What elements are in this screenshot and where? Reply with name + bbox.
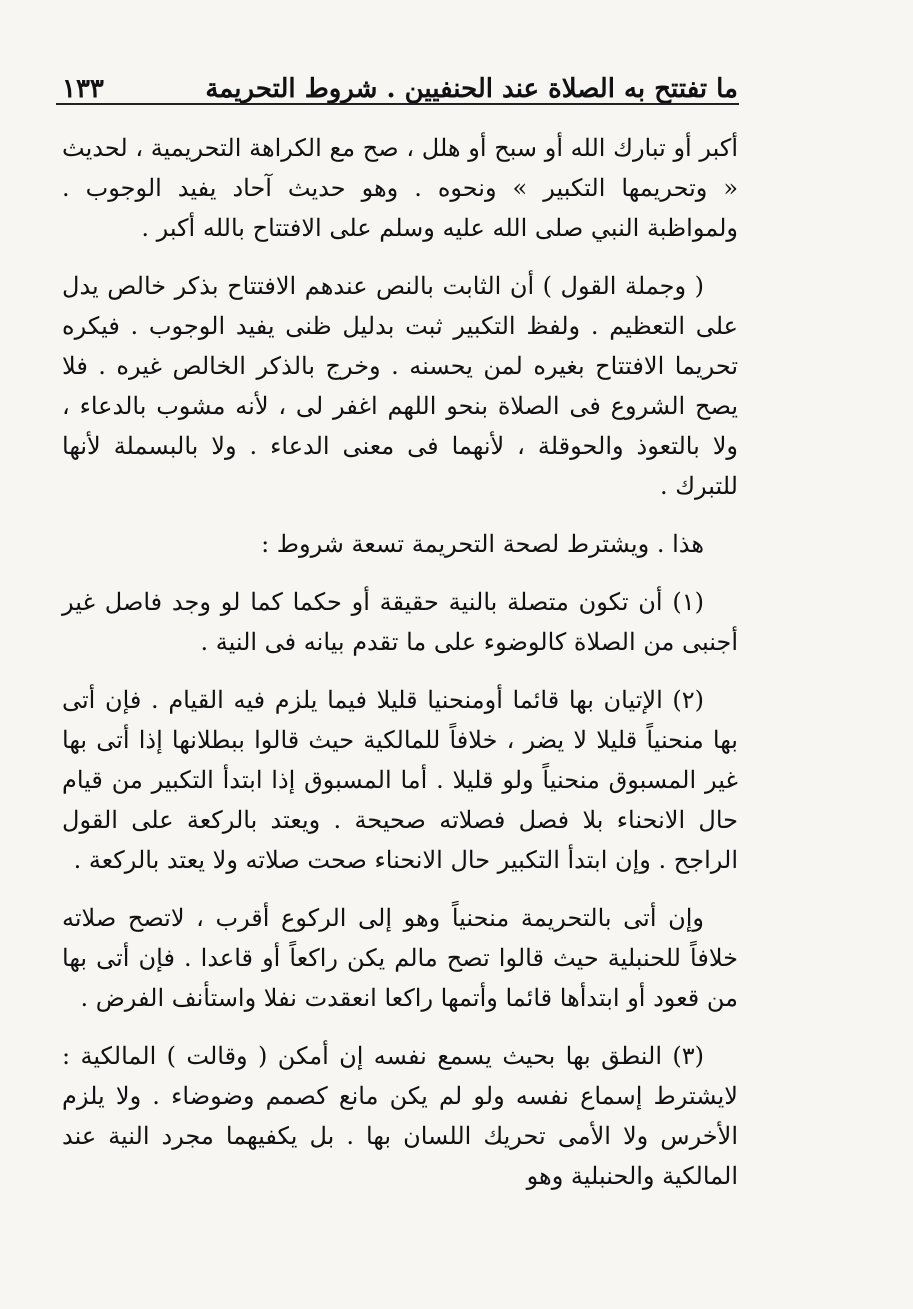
header-rule	[56, 103, 739, 105]
running-title: ما تفتتح به الصلاة عند الحنفيين . شروط التحريمة	[205, 74, 738, 104]
body-text	[62, 128, 738, 1196]
paragraph-condition-1: (١) أن تكون متصلة بالنية حقيقة أو حكما كما لو وجد فاصل غير أجنبى من الصلاة كالوضوء على ما تقدم بيانه فى النية .	[62, 588, 738, 656]
page-number: ١٣٣	[62, 74, 104, 104]
paragraph-conditions-intro: هذا . ويشترط لصحة التحريمة تسعة شروط :	[261, 530, 704, 558]
paragraph-condition-3: (٣) النطق بها بحيث يسمع نفسه إن أمكن ( وقالت ) المالكية : لايشترط إسماع نفسه ولو لم يكن مانع كصمم وضوضاء . ولا يلزم الأخرس ولا الأمى تحريك اللسان بها . بل يكفيهما مجرد النية عند المالكية والحنبلية وهو	[62, 1042, 739, 1190]
page-header	[62, 52, 738, 102]
paragraph-summary: ( وجملة القول ) أن الثابت بالنص عندهم الافتتاح بذكر خالص يدل على التعظيم . ولفظ التكبير ثبت بدليل ظنى يفيد الوجوب . فيكره تحريما الافتتاح بغيره لمن يحسنه . وخرج بالذكر الخالص غيره . فلا يصح الشروع فى الصلاة بنحو اللهم اغفر لى ، لأنه مشوب بالدعاء ، ولا بالتعوذ والحوقلة ، لأنهما فى معنى الدعاء . ولا بالبسملة لأنها للتبرك .	[62, 272, 738, 500]
paragraph-condition-2-continued: وإن أتى بالتحريمة منحنياً وهو إلى الركوع أقرب ، لاتصح صلاته خلافاً للحنبلية حيث قالوا تصح مالم يكن راكعاً أو قاعدا . فإن أتى بها من قعود أو ابتدأها قائما وأتمها راكعا انعقدت نفلا واستأنف الفرض .	[62, 904, 738, 1012]
paragraph-condition-2: (٢) الإتيان بها قائما أومنحنيا قليلا فيما يلزم فيه القيام . فإن أتى بها منحنياً قليلا لا يضر ، خلافاً للمالكية حيث قالوا ببطلانها إذا أتى بها غير المسبوق منحنياً ولو قليلا . أما المسبوق إذا ابتدأ التكبير من قيام حال الانحناء بلا فصل فصلاته صحيحة . ويعتد بالركعة على القول الراجح . وإن ابتدأ التكبير حال الانحناء صحت صلاته ولا يعتد بالركعة .	[62, 686, 738, 874]
paragraph-continuation: أكبر أو تبارك الله أو سبح أو هلل ، صح مع الكراهة التحريمية ، لحديث « وتحريمها التكبير » ونحوه . وهو حديث آحاد يفيد الوجوب . ولمواظبة النبي صلى الله عليه وسلم على الافتتاح بالله أكبر .	[62, 134, 738, 242]
